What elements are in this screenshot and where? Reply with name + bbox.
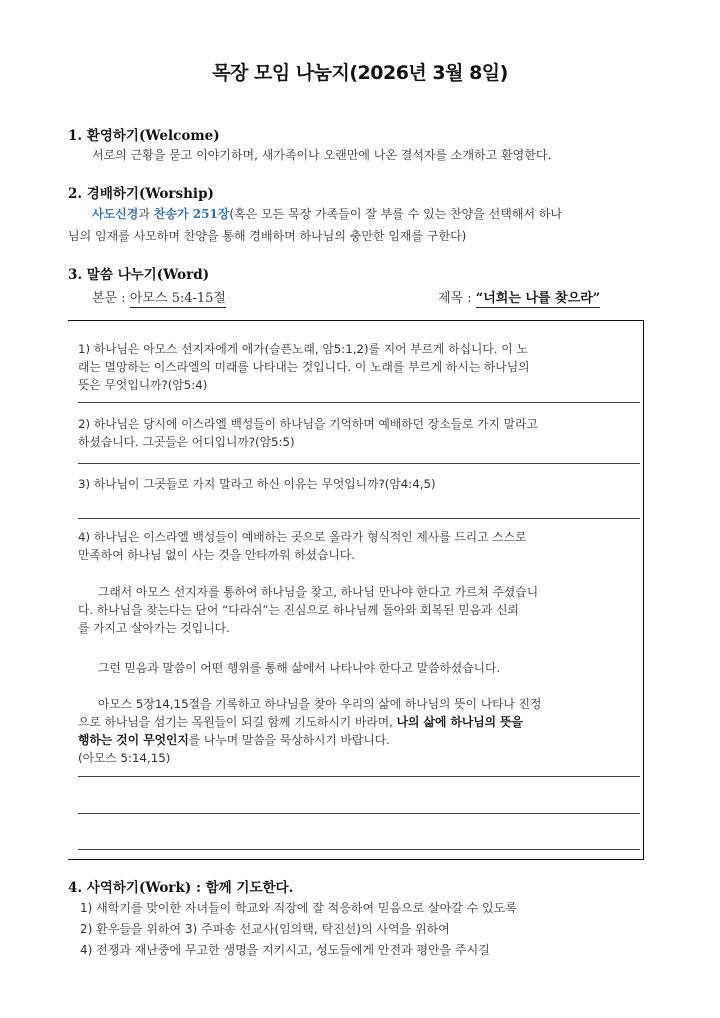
subject-title: “너희는 나를 찾으라” bbox=[475, 291, 601, 306]
welcome-heading: 1. 환영하기(Welcome) bbox=[68, 128, 220, 144]
prayer-list bbox=[80, 898, 650, 961]
para-3-line-1 bbox=[78, 659, 640, 677]
box-bottom-border bbox=[68, 859, 644, 860]
prayer-item-2: 2) 환우들을 위하여 3) 주파송 선교사(임의택, 탁진선)의 사역을 위하여 bbox=[80, 922, 450, 936]
para-3-text: 그런 믿음과 말씀이 어떤 행위를 통해 삶에서 나타나야 한다고 말씀하셨습니다. bbox=[98, 661, 501, 675]
question-1-line-1: 1) 하나님은 아모스 선지자에게 애가(슬픈노래, 암5:1,2)를 지어 부르게 하십니다. 이 노 bbox=[78, 342, 528, 356]
worship-line-2: 님의 임재를 사모하며 찬양을 통해 경배하며 하나님의 충만한 임재를 구한다) bbox=[68, 229, 467, 243]
writing-line-3 bbox=[78, 849, 640, 850]
page-title: 목장 모임 나눔지(2026년 3월 8일) bbox=[212, 62, 508, 84]
para-4-line-2 bbox=[78, 713, 640, 731]
question-2 bbox=[78, 415, 640, 451]
para-4-line-3 bbox=[78, 731, 640, 749]
para-4-line-1-text: 아모스 5장14,15절을 기록하고 하나님을 찾아 우리의 삶에 하나님의 뜻이 나타나 진정 bbox=[98, 697, 542, 711]
question-4 bbox=[78, 528, 640, 564]
box-right-border bbox=[643, 320, 644, 860]
welcome-body: 서로의 근황을 묻고 이야기하며, 새가족이나 오랜만에 나온 결석자를 소개하고 환영한다. bbox=[92, 148, 552, 162]
scripture-text bbox=[92, 289, 226, 309]
para-2-line-2: 다. 하나님을 찾는다는 단어 “다라쉬”는 진심으로 하나님께 돌아와 회복된 믿음과 신뢰 bbox=[78, 603, 519, 617]
question-1-line-3: 뜻은 무엇입니까?(암5:4) bbox=[78, 378, 208, 392]
hymn-label: 찬송가 251장 bbox=[153, 207, 230, 221]
question-4-para-2 bbox=[78, 583, 640, 637]
para-2-line-1 bbox=[78, 583, 640, 601]
para-2-line-1-text: 그래서 아모스 선지자를 통하여 하나님을 찾고, 하나님 만나야 한다고 가르쳐 주셨습니 bbox=[98, 585, 539, 599]
scripture-reference: 아모스 5:4-15절 bbox=[129, 291, 226, 306]
answer-line-3 bbox=[78, 518, 640, 519]
para-4-line-1 bbox=[78, 695, 640, 713]
para-2-line-3: 를 가지고 살아가는 것입니다. bbox=[78, 621, 230, 635]
worship-line-1 bbox=[92, 204, 652, 224]
question-3 bbox=[78, 475, 640, 493]
writing-line-1 bbox=[78, 776, 640, 777]
answer-line-1 bbox=[78, 402, 640, 403]
prayer-item-3: 4) 전쟁과 재난중에 무고한 생명을 지키시고, 성도들에게 안전과 평안을 주시길 bbox=[80, 943, 490, 957]
prayer-item-1: 1) 새학기를 맞이한 자녀들이 학교와 직장에 잘 적응하여 믿음으로 살아갈 수 있도록 bbox=[80, 901, 517, 915]
question-4-line-1: 4) 하나님은 이스라엘 백성들이 예배하는 곳으로 올라가 형식적인 제사를 드리고 스스로 bbox=[78, 530, 527, 544]
question-3-line-1: 3) 하나님이 그곳들로 가지 말라고 하신 이유는 무엇입니까?(암4:4,5) bbox=[78, 477, 436, 491]
box-top-border bbox=[68, 320, 644, 321]
subject-label: 제목 : bbox=[438, 291, 476, 306]
question-4-para-3 bbox=[78, 659, 640, 677]
para-4-reference: (아모스 5:14,15) bbox=[78, 751, 171, 765]
question-1 bbox=[78, 340, 640, 394]
creed-label: 사도신경 bbox=[92, 207, 139, 221]
para-4-line-3-text: 를 나누며 말씀을 묵상하시기 바랍니다. bbox=[188, 733, 390, 747]
worship-and: 과 bbox=[138, 207, 154, 221]
word-heading: 3. 말씀 나누기(Word) bbox=[68, 267, 210, 283]
para-4-line-2-text: 으로 하나님을 섬기는 목원들이 되길 함께 기도하시기 바라며, bbox=[78, 715, 397, 729]
writing-line-2 bbox=[78, 813, 640, 814]
para-4-emphasis-1: 나의 삶에 하나님의 뜻을 bbox=[396, 715, 523, 729]
para-4-emphasis-2: 행하는 것이 무엇인지 bbox=[78, 733, 189, 747]
question-4-para-4 bbox=[78, 695, 640, 767]
sermon-subject bbox=[438, 289, 600, 309]
question-2-line-1: 2) 하나님은 당시에 이스라엘 백성들이 하나님을 기억하며 예배하던 장소들로 가지 말라고 bbox=[78, 417, 538, 431]
scripture-label: 본문 : bbox=[92, 291, 130, 306]
question-2-line-2: 하셨습니다. 그곳들은 어디입니까?(암5:5) bbox=[78, 435, 295, 449]
question-4-line-2: 만족하여 하나님 없이 사는 것을 안타까워 하셨습니다. bbox=[78, 548, 355, 562]
answer-line-2 bbox=[78, 463, 640, 464]
worship-line-1-rest: (혹은 모든 목장 가족들이 잘 부를 수 있는 찬양을 선택해서 하나 bbox=[229, 207, 563, 221]
question-1-line-2: 래는 멸망하는 이스라엘의 미래를 나타내는 것입니다. 이 노래를 부르게 하시는 하나님의 bbox=[78, 360, 530, 374]
work-heading: 4. 사역하기(Work) : 함께 기도한다. bbox=[68, 880, 294, 896]
worship-heading: 2. 경배하기(Worship) bbox=[68, 186, 214, 202]
